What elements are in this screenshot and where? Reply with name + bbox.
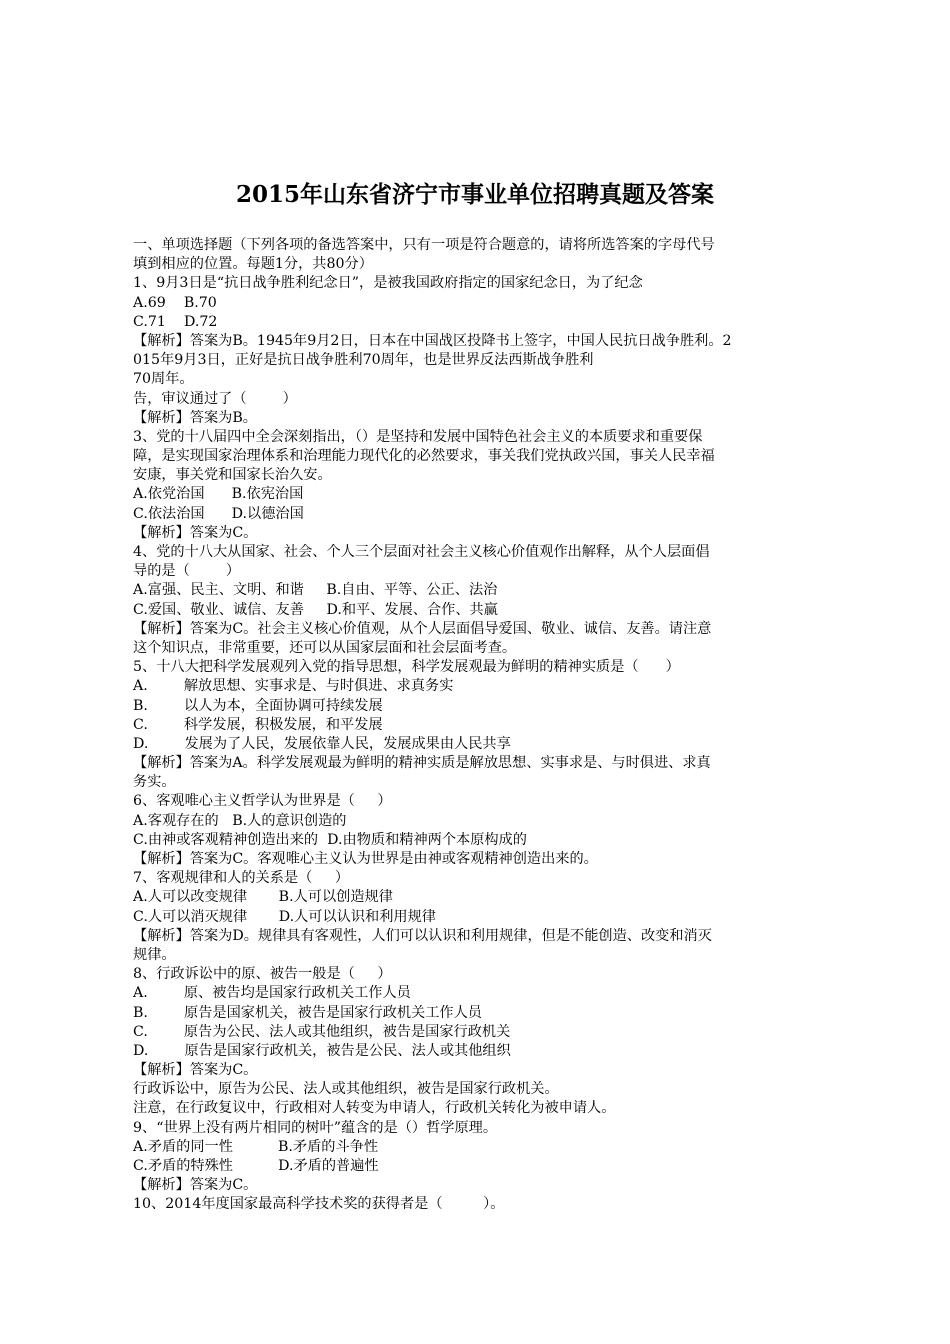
text-line: C.依法治国 D.以德治国: [133, 505, 304, 522]
text-line: A. 解放思想、实事求是、与时俱进、求真务实: [133, 678, 454, 695]
text-line: 【解析】答案为C。客观唯心主义认为世界是由神或客观精神创造出来的。: [133, 851, 598, 867]
text-line: 【解析】答案为A。科学发展观最为鲜明的精神实质是解放思想、实事求是、与时俱进、求真: [133, 755, 711, 772]
text-line: B. 原告是国家机关，被告是国家行政机关工作人员: [133, 1004, 482, 1021]
document-title: 2015年山东省济宁市事业单位招聘真题及答案: [235, 181, 714, 208]
text-line: C.由神或客观精神创造出来的 D.由物质和精神两个本原构成的: [133, 831, 527, 848]
text-line: A.依党治国 B.依宪治国: [133, 486, 304, 503]
text-line: 9、“世界上没有两片相同的树叶”蕴含的是（）哲学原理。: [133, 1119, 498, 1136]
text-line: 【解析】答案为D。规律具有客观性，人们可以认识和利用规律，但是不能创造、改变和消灭: [133, 927, 712, 944]
text-line: 4、党的十八大从国家、社会、个人三个层面对社会主义核心价值观作出解释，从个人层面倡: [133, 544, 710, 560]
text-line: 【解析】答案为C。社会主义核心价值观，从个人层面倡导爱国、敬业、诚信、友善。请注意: [133, 620, 712, 637]
text-line: 务实。: [133, 774, 176, 791]
text-line: 填到相应的位置。每题1分，共80分）: [133, 256, 373, 273]
document-body: [133, 236, 823, 1215]
text-line: D. 原告是国家行政机关，被告是公民、法人或其他组织: [133, 1042, 511, 1059]
text-line: 5、十八大把科学发展观列入党的指导思想，科学发展观最为鲜明的精神实质是（ ）: [133, 659, 680, 676]
text-line: C.爱国、敬业、诚信、友善 D.和平、发展、合作、共赢: [133, 601, 498, 618]
text-line: 【解析】答案为C。: [133, 1062, 258, 1079]
text-line: 015年9月3日，正好是抗日战争胜利70周年，也是世界反法西斯战争胜利: [133, 352, 594, 369]
text-line: 行政诉讼中，原告为公民、法人或其他组织，被告是国家行政机关。: [133, 1081, 559, 1098]
text-line: 70周年。: [133, 371, 194, 388]
text-line: 8、行政诉讼中的原、被告一般是（ ）: [133, 966, 392, 983]
text-line: 安康，事关党和国家长治久安。: [133, 467, 332, 484]
text-line: 【解析】答案为B。1945年9月2日，日本在中国战区投降书上签字，中国人民抗日战争胜利。2: [133, 332, 732, 349]
text-line: 告，审议通过了（ ）: [133, 390, 297, 407]
text-line: 6、客观唯心主义哲学认为世界是（ ）: [133, 793, 392, 810]
text-line: 【解析】答案为C。: [133, 1177, 258, 1194]
text-line: 1、9月3日是“抗日战争胜利纪念日”，是被我国政府指定的国家纪念日，为了纪念: [133, 275, 643, 292]
text-line: 导的是（ ）: [133, 563, 241, 580]
text-line: C. 科学发展，积极发展，和平发展: [133, 716, 383, 733]
text-line: 【解析】答案为B。: [133, 409, 257, 426]
text-line: D. 发展为了人民，发展依靠人民，发展成果由人民共享: [133, 735, 511, 752]
text-line: A.客观存在的 B.人的意识创造的: [133, 812, 347, 829]
text-line: A. 原、被告均是国家行政机关工作人员: [133, 985, 411, 1002]
text-line: C.矛盾的特殊性 D.矛盾的普遍性: [133, 1158, 379, 1174]
text-line: C.71 D.72: [133, 313, 218, 330]
text-line: 一、单项选择题（下列各项的备选答案中，只有一项是符合题意的，请将所选答案的字母代号: [133, 237, 715, 253]
text-line: 障，是实现国家治理体系和治理能力现代化的必然要求，事关我们党执政兴国，事关人民幸福: [133, 448, 715, 465]
text-line: 【解析】答案为C。: [133, 524, 258, 541]
text-line: C. 原告为公民、法人或其他组织，被告是国家行政机关: [133, 1023, 511, 1040]
text-line: B. 以人为本，全面协调可持续发展: [133, 697, 383, 714]
text-line: C.人可以消灭规律 D.人可以认识和利用规律: [133, 908, 436, 925]
text-line: A.矛盾的同一性 B.矛盾的斗争性: [133, 1138, 379, 1155]
text-line: 7、客观规律和人的关系是（ ）: [133, 870, 350, 887]
text-line: 3、党的十八届四中全会深刻指出，（）是坚持和发展中国特色社会主义的本质要求和重要保: [133, 428, 703, 445]
text-line: 注意，在行政复议中，行政相对人转变为申请人，行政机关转化为被申请人。: [133, 1100, 616, 1117]
text-line: A.人可以改变规律 B.人可以创造规律: [133, 889, 393, 906]
text-line: 这个知识点，非常重要，还可以从国家层面和社会层面考查。: [133, 639, 517, 656]
text-line: A.69 B.70: [133, 294, 217, 311]
text-line: A.富强、民主、文明、和谐 B.自由、平等、公正、法治: [133, 582, 498, 599]
text-line: 10、2014年度国家最高科学技术奖的获得者是（ ）。: [133, 1196, 505, 1213]
text-line: 规律。: [133, 946, 176, 963]
